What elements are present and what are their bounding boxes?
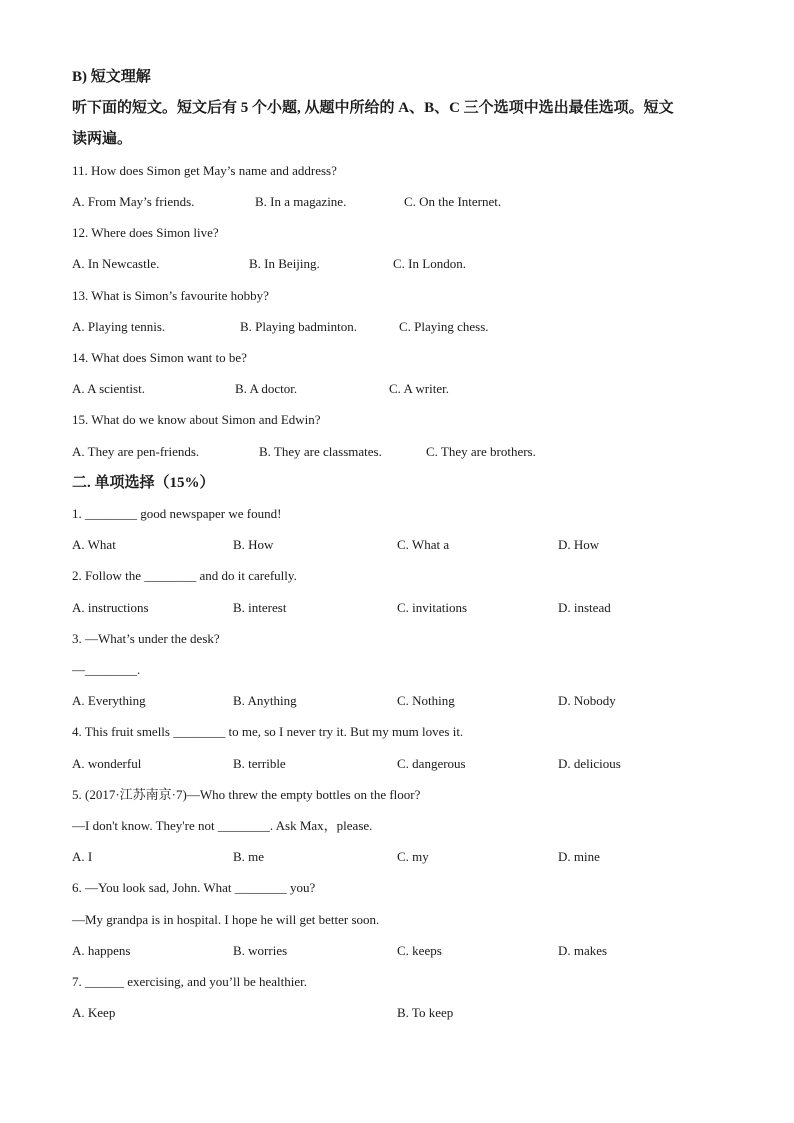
q11-option-c: C. On the Internet.: [404, 194, 502, 209]
mcq-2-stem: 2. Follow the ________ and do it carefully.: [72, 568, 297, 583]
mcq-6-option-b: B. worries: [233, 943, 288, 958]
q15-option-a: A. They are pen-friends.: [72, 444, 200, 459]
question-14: 14. What does Simon want to be?: [72, 350, 247, 365]
question-11: 11. How does Simon get May’s name and address?: [72, 163, 337, 178]
section-b-instruction-line1: 听下面的短文。短文后有 5 个小题, 从题中所给的 A、B、C 三个选项中选出最佳选项。短文: [72, 100, 674, 116]
q13-option-a: A. Playing tennis.: [72, 319, 166, 334]
q11-option-a: A. From May’s friends.: [72, 194, 195, 209]
mcq-6-option-d: D. makes: [558, 943, 608, 958]
q15-option-c: C. They are brothers.: [426, 444, 536, 459]
mcq-7-option-a: A. Keep: [72, 1005, 116, 1020]
q14-option-a: A. A scientist.: [72, 381, 145, 396]
mcq-1-option-a: A. What: [72, 537, 116, 552]
mcq-2-option-c: C. invitations: [397, 600, 468, 615]
mcq-7-stem: 7. ______ exercising, and you’ll be healthier.: [72, 974, 308, 989]
mcq-6-option-c: C. keeps: [397, 943, 442, 958]
mcq-5-stem-line2: —I don't know. They're not ________. Ask Max，please.: [72, 818, 373, 833]
mcq-5-option-d: D. mine: [558, 849, 600, 864]
mcq-3-option-a: A. Everything: [72, 693, 146, 708]
q11-option-b: B. In a magazine.: [255, 194, 347, 209]
q13-option-c: C. Playing chess.: [399, 319, 489, 334]
mcq-4-option-a: A. wonderful: [72, 756, 142, 771]
mcq-6-stem-line2: —My grandpa is in hospital. I hope he will get better soon.: [72, 912, 380, 927]
q12-option-b: B. In Beijing.: [249, 256, 320, 271]
mcq-6-stem: 6. —You look sad, John. What ________ you?: [72, 880, 316, 895]
mcq-4-stem: 4. This fruit smells ________ to me, so I never try it. But my mum loves it.: [72, 724, 464, 739]
mcq-2-option-a: A. instructions: [72, 600, 149, 615]
mcq-1-stem: 1. ________ good newspaper we found!: [72, 506, 282, 521]
mcq-5-option-a: A. I: [72, 849, 93, 864]
mcq-6-option-a: A. happens: [72, 943, 131, 958]
mcq-4-option-b: B. terrible: [233, 756, 286, 771]
question-12: 12. Where does Simon live?: [72, 225, 219, 240]
section-b-instruction-line2: 读两遍。: [72, 131, 133, 147]
q13-option-b: B. Playing badminton.: [240, 319, 357, 334]
q12-option-c: C. In London.: [393, 256, 466, 271]
mcq-5-option-b: B. me: [233, 849, 265, 864]
mcq-7-option-b: B. To keep: [397, 1005, 454, 1020]
mcq-3-stem-line2: —________.: [72, 662, 141, 677]
mcq-1-option-d: D. How: [558, 537, 600, 552]
section-b-title: B) 短文理解: [72, 69, 151, 85]
mcq-3-option-d: D. Nobody: [558, 693, 616, 708]
q12-option-a: A. In Newcastle.: [72, 256, 160, 271]
q14-option-b: B. A doctor.: [235, 381, 298, 396]
mcq-3-option-c: C. Nothing: [397, 693, 455, 708]
q14-option-c: C. A writer.: [389, 381, 449, 396]
mcq-4-option-c: C. dangerous: [397, 756, 466, 771]
mcq-2-option-b: B. interest: [233, 600, 287, 615]
question-15: 15. What do we know about Simon and Edwin?: [72, 412, 321, 427]
q15-option-b: B. They are classmates.: [259, 444, 382, 459]
mcq-3-stem: 3. —What’s under the desk?: [72, 631, 220, 646]
mcq-3-option-b: B. Anything: [233, 693, 297, 708]
question-13: 13. What is Simon’s favourite hobby?: [72, 288, 269, 303]
mcq-5-option-c: C. my: [397, 849, 429, 864]
mcq-5-stem: 5. (2017·江苏南京·7)—Who threw the empty bottles on the floor?: [72, 787, 421, 802]
section-2-title: 二. 单项选择（15%）: [72, 475, 215, 491]
mcq-1-option-b: B. How: [233, 537, 274, 552]
mcq-4-option-d: D. delicious: [558, 756, 621, 771]
mcq-1-option-c: C. What a: [397, 537, 450, 552]
mcq-2-option-d: D. instead: [558, 600, 611, 615]
